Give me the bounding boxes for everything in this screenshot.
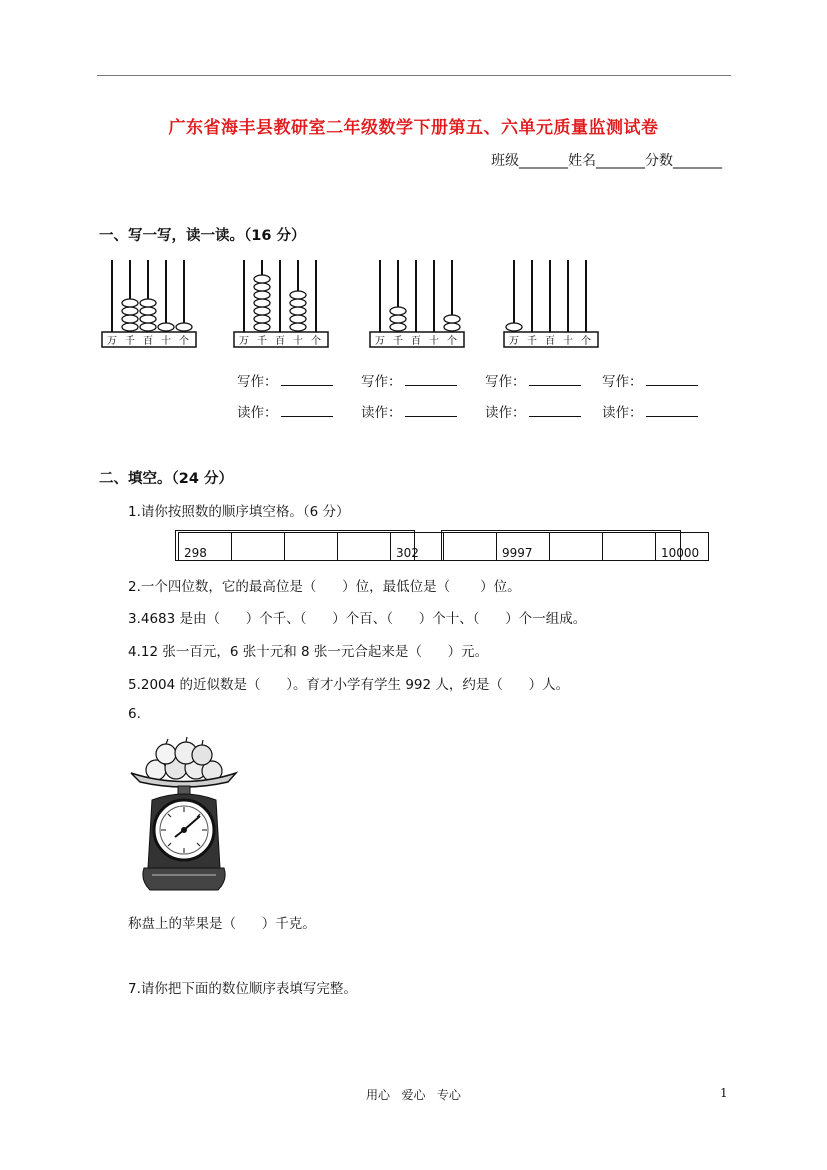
abacus-2 bbox=[232, 258, 330, 350]
abacus-label: 百 bbox=[545, 336, 555, 347]
write-answer-3[interactable]: 写作： bbox=[485, 370, 581, 390]
abacus-label: 万 bbox=[375, 336, 385, 347]
abacus-4 bbox=[502, 258, 600, 350]
abacus-label: 万 bbox=[107, 336, 117, 347]
read-answer-1[interactable]: 读作： bbox=[237, 401, 333, 421]
student-info-line: 班级_______姓名_______分数_______ bbox=[491, 153, 722, 169]
write-answer-1[interactable]: 写作： bbox=[237, 370, 333, 390]
abacus-label: 百 bbox=[143, 336, 153, 347]
abacus-label: 千 bbox=[393, 336, 403, 347]
question-6-answer: 称盘上的苹果是（ ）千克。 bbox=[128, 916, 316, 932]
abacus-1 bbox=[100, 258, 198, 350]
question-1: 1.请你按照数的顺序填空格。（6 分） bbox=[128, 504, 350, 520]
abacus-label: 个 bbox=[179, 336, 189, 347]
question-2: 2.一个四位数，它的最高位是（ ）位，最低位是（ ）位。 bbox=[128, 579, 521, 595]
abacus-label: 十 bbox=[293, 336, 303, 347]
section2-heading: 二、填空。（24 分） bbox=[99, 471, 233, 487]
abacus-label: 千 bbox=[527, 336, 537, 347]
footer-motto: 用心 爱心 专心 bbox=[366, 1088, 461, 1102]
abacus-label: 十 bbox=[161, 336, 171, 347]
sequence-table-2 bbox=[443, 532, 709, 561]
sequence-cell: 10000 bbox=[656, 533, 709, 561]
sequence-cell[interactable] bbox=[444, 533, 497, 561]
sequence-table-1 bbox=[178, 532, 444, 561]
abacus-label: 万 bbox=[239, 336, 249, 347]
sequence-cell: 298 bbox=[179, 533, 232, 561]
page-title: 广东省海丰县教研室二年级数学下册第五、六单元质量监测试卷 bbox=[168, 118, 659, 138]
question-6: 6. bbox=[128, 706, 141, 722]
question-5: 5.2004 的近似数是（ ）。育才小学有学生 992 人，约是（ ）人。 bbox=[128, 677, 570, 693]
abacus-label: 千 bbox=[257, 336, 267, 347]
scale-with-apples-image bbox=[128, 730, 240, 895]
abacus-label: 百 bbox=[411, 336, 421, 347]
sequence-cell[interactable] bbox=[232, 533, 285, 561]
abacus-3 bbox=[368, 258, 466, 350]
sequence-cell[interactable] bbox=[550, 533, 603, 561]
abacus-label: 千 bbox=[125, 336, 135, 347]
question-4: 4.12 张一百元，6 张十元和 8 张一元合起来是（ ）元。 bbox=[128, 644, 489, 660]
page-number: 1 bbox=[720, 1086, 728, 1100]
abacus-label: 十 bbox=[563, 336, 573, 347]
read-answer-3[interactable]: 读作： bbox=[485, 401, 581, 421]
sequence-cell[interactable] bbox=[338, 533, 391, 561]
read-answer-4[interactable]: 读作： bbox=[602, 401, 698, 421]
abacus-label: 个 bbox=[447, 336, 457, 347]
question-7: 7.请你把下面的数位顺序表填写完整。 bbox=[128, 981, 357, 997]
write-answer-4[interactable]: 写作： bbox=[602, 370, 698, 390]
write-answer-2[interactable]: 写作： bbox=[361, 370, 457, 390]
abacus-label: 十 bbox=[429, 336, 439, 347]
sequence-cell[interactable] bbox=[603, 533, 656, 561]
sequence-cell: 302 bbox=[391, 533, 444, 561]
abacus-label: 个 bbox=[581, 336, 591, 347]
abacus-label: 万 bbox=[509, 336, 519, 347]
abacus-label: 个 bbox=[311, 336, 321, 347]
abacus-label: 百 bbox=[275, 336, 285, 347]
read-answer-2[interactable]: 读作： bbox=[361, 401, 457, 421]
question-3: 3.4683 是由（ ）个千、（ ）个百、（ ）个十、（ ）个一组成。 bbox=[128, 611, 587, 627]
section1-heading: 一、写一写，读一读。（16 分） bbox=[99, 228, 306, 244]
sequence-cell[interactable] bbox=[285, 533, 338, 561]
sequence-cell: 9997 bbox=[497, 533, 550, 561]
top-rule bbox=[97, 75, 731, 76]
